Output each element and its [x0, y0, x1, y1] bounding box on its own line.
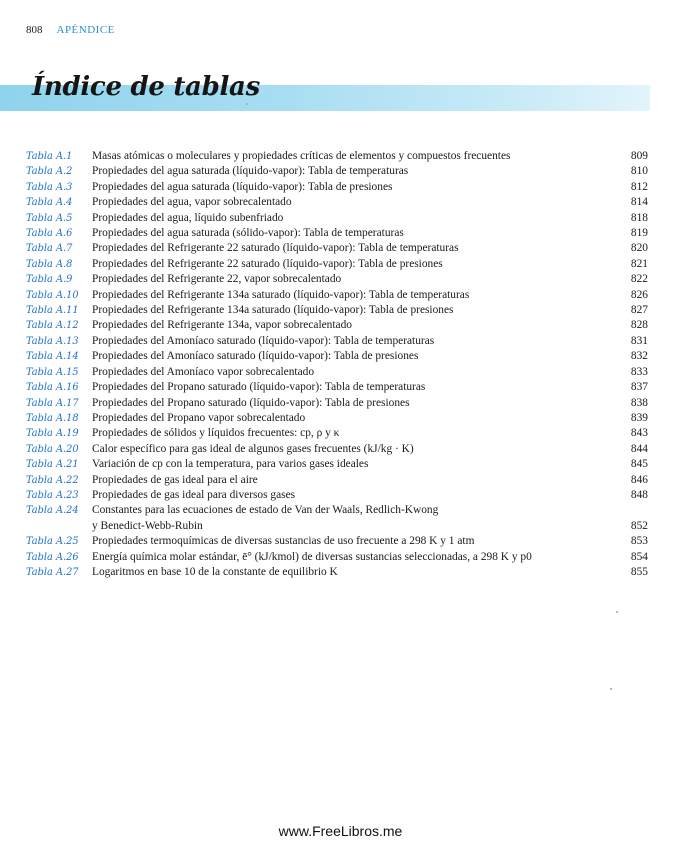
table-label[interactable]: Tabla A.19: [26, 428, 79, 440]
table-title: [92, 149, 608, 164]
table-title: [92, 550, 608, 565]
page-ref: 818: [630, 211, 648, 224]
page-ref: 827: [630, 304, 648, 317]
table-title-line: Propiedades de sólidos y líquidos frecuentes: cp, ρ y κ: [92, 427, 340, 440]
table-label[interactable]: Tabla A.27: [26, 566, 79, 578]
page-ref: 844: [630, 442, 648, 455]
table-label[interactable]: Tabla A.1: [26, 151, 73, 162]
page-ref: 821: [630, 257, 648, 270]
page-ref: 853: [630, 535, 648, 548]
table-label[interactable]: Tabla A.12: [26, 320, 79, 332]
table-title-line: Propiedades del agua saturada (sólido-vapor): Tabla de temperaturas: [92, 227, 404, 240]
table-title-line: Masas atómicas o moleculares y propiedades críticas de elementos y compuestos frecuentes: [92, 150, 511, 162]
toc-row: [26, 318, 648, 333]
table-title: [92, 180, 608, 195]
toc-row: [26, 334, 648, 349]
table-title: [92, 318, 608, 333]
table-title: [92, 288, 608, 303]
toc-row: [26, 303, 648, 318]
table-title-line: Propiedades de gas ideal para diversos gases: [92, 488, 296, 501]
table-title-line: Propiedades del Propano vapor sobrecalentado: [92, 411, 306, 424]
page-ref: 812: [630, 180, 648, 193]
table-title: [92, 365, 608, 380]
table-label[interactable]: Tabla A.21: [26, 459, 79, 471]
table-title-line: Propiedades del Refrigerante 134a saturado (líquido-vapor): Tabla de temperaturas: [92, 288, 470, 301]
toc-row: [26, 241, 648, 256]
table-title: [92, 503, 608, 534]
toc-row: [26, 164, 648, 179]
table-label[interactable]: Tabla A.4: [26, 197, 73, 209]
scan-speck: [610, 688, 612, 690]
toc-row: [26, 149, 648, 164]
toc-row: [26, 365, 648, 380]
table-label[interactable]: Tabla A.24: [26, 505, 79, 517]
page-ref: 828: [630, 319, 648, 332]
table-title-line: Propiedades del agua saturada (líquido-vapor): Tabla de temperaturas: [92, 165, 409, 178]
toc-row: [26, 534, 648, 549]
table-title-line: Propiedades del Propano saturado (líquido-vapor): Tabla de presiones: [92, 396, 410, 409]
page-ref: 843: [630, 427, 648, 440]
section-name: APÉNDICE: [56, 24, 115, 36]
table-title-line: Propiedades de gas ideal para el aire: [92, 473, 258, 486]
table-label[interactable]: Tabla A.16: [26, 382, 79, 394]
scan-speck: [616, 611, 618, 613]
table-title-line: Propiedades del Amoníaco vapor sobrecalentado: [92, 365, 315, 378]
page-ref: 810: [630, 165, 648, 178]
table-label[interactable]: Tabla A.2: [26, 166, 73, 178]
table-title-line: Constantes para las ecuaciones de estado de Van der Waals, Redlich-Kwong: [92, 504, 439, 517]
table-title: [92, 195, 608, 210]
table-title-line: Propiedades del agua, vapor sobrecalentado: [92, 196, 292, 209]
toc-row: [26, 180, 648, 195]
table-label[interactable]: Tabla A.3: [26, 181, 73, 193]
page-ref: 846: [630, 473, 648, 486]
page-ref: 839: [630, 411, 648, 424]
page-ref: 838: [630, 396, 648, 409]
table-label[interactable]: Tabla A.23: [26, 489, 79, 501]
table-title: [92, 349, 608, 364]
table-title: [92, 257, 608, 272]
page-ref: 852: [630, 519, 648, 532]
page-ref: 809: [630, 150, 648, 162]
table-title: [92, 488, 608, 503]
table-index: [26, 149, 648, 580]
table-title: [92, 334, 608, 349]
table-label[interactable]: Tabla A.10: [26, 289, 79, 301]
page-ref: 831: [630, 334, 648, 347]
table-title: [92, 226, 608, 241]
table-label[interactable]: Tabla A.5: [26, 212, 73, 224]
table-title: [92, 272, 608, 287]
toc-row: [26, 226, 648, 241]
table-title-line: y Benedict-Webb-Rubin: [92, 519, 203, 532]
table-title: [92, 241, 608, 256]
table-label[interactable]: Tabla A.7: [26, 243, 73, 255]
table-label[interactable]: Tabla A.25: [26, 536, 79, 548]
table-title-line: Propiedades del Propano saturado (líquido-vapor): Tabla de temperaturas: [92, 381, 426, 394]
scan-speck: [246, 103, 248, 105]
table-title-line: Propiedades del Refrigerante 22 saturado (líquido-vapor): Tabla de temperaturas: [92, 242, 459, 255]
toc-row: [26, 411, 648, 426]
table-title-line: Propiedades del Refrigerante 22 saturado (líquido-vapor): Tabla de presiones: [92, 257, 443, 270]
table-title-line: Propiedades del Amoníaco saturado (líquido-vapor): Tabla de presiones: [92, 350, 419, 363]
table-title-line: Propiedades del Refrigerante 22, vapor sobrecalentado: [92, 273, 342, 286]
toc-row: [26, 488, 648, 503]
page-ref: 820: [630, 242, 648, 255]
table-label[interactable]: Tabla A.18: [26, 412, 79, 424]
toc-row: [26, 442, 648, 457]
page-ref: 845: [630, 458, 648, 471]
page-ref: 854: [630, 550, 648, 563]
page-ref: 837: [630, 381, 648, 394]
table-title-line: Energía química molar estándar, ē° (kJ/kmol) de diversas sustancias seleccionadas, a 298 K y p0: [92, 550, 532, 563]
table-label[interactable]: Tabla A.15: [26, 366, 79, 378]
table-label[interactable]: Tabla A.22: [26, 474, 79, 486]
table-title: [92, 473, 608, 488]
table-title-line: Variación de cp con la temperatura, para varios gases ideales: [92, 458, 369, 471]
table-label[interactable]: Tabla A.20: [26, 443, 79, 455]
toc-row: [26, 426, 648, 441]
table-title-line: Propiedades del agua, líquido subenfriado: [92, 211, 284, 224]
toc-row: [26, 257, 648, 272]
page-number: 808: [26, 24, 43, 36]
toc-row: [26, 349, 648, 364]
table-label[interactable]: Tabla A.17: [26, 397, 79, 409]
table-label[interactable]: Tabla A.8: [26, 258, 73, 270]
table-label[interactable]: Tabla A.11: [26, 305, 79, 317]
table-title-line: Propiedades del Refrigerante 134a saturado (líquido-vapor): Tabla de presiones: [92, 304, 454, 317]
table-title-line: Logaritmos en base 10 de la constante de equilibrio K: [92, 565, 338, 578]
table-title: [92, 396, 608, 411]
toc-row: [26, 380, 648, 395]
table-title: [92, 426, 608, 441]
toc-row: [26, 503, 648, 534]
table-title-line: Propiedades del agua saturada (líquido-vapor): Tabla de presiones: [92, 180, 393, 193]
page-ref: 826: [630, 288, 648, 301]
page-ref: 814: [630, 196, 648, 209]
table-title: [92, 380, 608, 395]
table-title: [92, 457, 608, 472]
toc-row: [26, 473, 648, 488]
page-ref: 819: [630, 227, 648, 240]
footer-url: www.FreeLibros.me: [278, 823, 403, 839]
page-ref: 832: [630, 350, 648, 363]
toc-row: [26, 550, 648, 565]
toc-row: [26, 457, 648, 472]
page-title: Índice de tablas: [32, 72, 260, 102]
table-title: [92, 164, 608, 179]
toc-row: [26, 565, 648, 580]
page-ref: 855: [630, 565, 648, 578]
table-title: [92, 411, 608, 426]
table-title-line: Propiedades del Refrigerante 134a, vapor sobrecalentado: [92, 319, 352, 332]
table-label[interactable]: Tabla A.26: [26, 551, 79, 563]
table-title: [92, 534, 608, 549]
table-title: [92, 211, 608, 226]
table-label[interactable]: Tabla A.9: [26, 274, 73, 286]
toc-row: [26, 211, 648, 226]
table-label[interactable]: Tabla A.14: [26, 351, 79, 363]
toc-row: [26, 288, 648, 303]
table-label[interactable]: Tabla A.6: [26, 228, 73, 240]
table-title: [92, 565, 608, 580]
table-title: [92, 303, 608, 318]
running-head: [26, 24, 115, 36]
toc-row: [26, 396, 648, 411]
page-ref: 822: [630, 273, 648, 286]
table-title: [92, 442, 608, 457]
toc-row: [26, 272, 648, 287]
page-ref: 833: [630, 365, 648, 378]
table-title-line: Propiedades del Amoníaco saturado (líquido-vapor): Tabla de temperaturas: [92, 334, 435, 347]
table-title-line: Calor específico para gas ideal de algunos gases frecuentes (kJ/kg · K): [92, 442, 414, 455]
table-title-line: Propiedades termoquímicas de diversas sustancias de uso frecuente a 298 K y 1 atm: [92, 535, 475, 548]
table-label[interactable]: Tabla A.13: [26, 335, 79, 347]
toc-row: [26, 195, 648, 210]
page-ref: 848: [630, 488, 648, 501]
